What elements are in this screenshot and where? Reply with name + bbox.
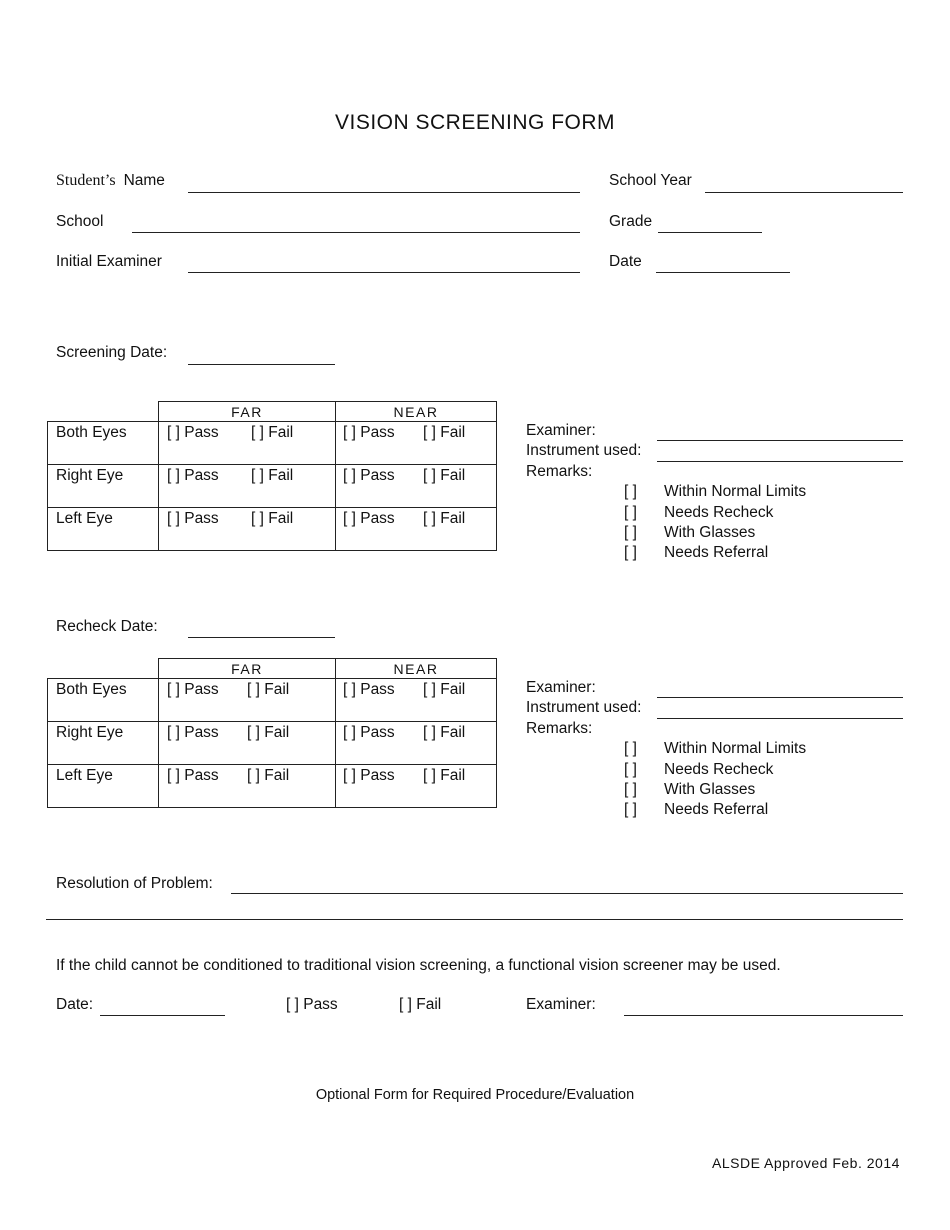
table-row-right-eye — [48, 722, 497, 765]
recheck-instrument-label: Instrument used: — [526, 699, 642, 716]
remark-checkbox[interactable]: [ ] — [624, 483, 637, 500]
remark-option-glasses[interactable] — [624, 781, 755, 799]
remark-checkbox[interactable]: [ ] — [624, 781, 637, 798]
school-field[interactable] — [132, 232, 580, 233]
remark-label: With Glasses — [664, 524, 756, 541]
far-pass-checkbox[interactable]: [ ] Pass — [167, 424, 219, 441]
table-row-right-eye — [48, 465, 497, 508]
near-fail-checkbox[interactable]: [ ] Fail — [423, 767, 466, 784]
remark-option-referral[interactable] — [624, 544, 768, 562]
remark-label: Within Normal Limits — [664, 740, 807, 757]
recheck-examiner-field[interactable] — [657, 697, 903, 698]
student-name-label-part2: Name — [123, 172, 165, 189]
far-pass-checkbox[interactable]: [ ] Pass — [167, 724, 219, 741]
near-pass-checkbox[interactable]: [ ] Pass — [343, 467, 395, 484]
near-pass-checkbox[interactable]: [ ] Pass — [343, 767, 395, 784]
resolution-field[interactable] — [231, 893, 903, 894]
remark-checkbox[interactable]: [ ] — [624, 761, 637, 778]
far-fail-checkbox[interactable]: [ ] Fail — [247, 724, 290, 741]
table-row-left-eye — [48, 508, 497, 551]
near-fail-checkbox[interactable]: [ ] Fail — [423, 424, 466, 441]
school-label: School — [56, 213, 104, 230]
remark-checkbox[interactable]: [ ] — [624, 740, 637, 757]
remark-option-glasses[interactable] — [624, 524, 755, 542]
examiner-field[interactable] — [657, 440, 903, 441]
remark-option-normal[interactable] — [624, 740, 806, 758]
functional-examiner-field[interactable] — [624, 1015, 903, 1016]
remark-label: Needs Recheck — [664, 761, 774, 778]
far-pass-checkbox[interactable]: [ ] Pass — [167, 767, 219, 784]
remark-checkbox[interactable]: [ ] — [624, 544, 637, 561]
approval-note: ALSDE Approved Feb. 2014 — [712, 1155, 900, 1171]
near-pass-checkbox[interactable]: [ ] Pass — [343, 681, 395, 698]
near-header: NEAR — [336, 659, 497, 679]
near-pass-checkbox[interactable]: [ ] Pass — [343, 510, 395, 527]
table-row-both-eyes — [48, 422, 497, 465]
functional-date-field[interactable] — [100, 1015, 225, 1016]
functional-examiner-label: Examiner: — [526, 996, 596, 1013]
near-pass-checkbox[interactable]: [ ] Pass — [343, 424, 395, 441]
remark-option-normal[interactable] — [624, 483, 806, 501]
remark-option-recheck[interactable] — [624, 504, 773, 522]
remark-checkbox[interactable]: [ ] — [624, 801, 637, 818]
grade-label: Grade — [609, 213, 653, 230]
screening-table — [47, 401, 497, 551]
near-header: NEAR — [336, 402, 497, 422]
initial-examiner-field[interactable] — [188, 272, 580, 273]
far-pass-checkbox[interactable]: [ ] Pass — [167, 510, 219, 527]
row-label-left-eye: Left Eye — [48, 765, 159, 808]
student-name-label-part1: Student’s — [56, 172, 116, 189]
remark-option-referral[interactable] — [624, 801, 768, 819]
row-label-both-eyes: Both Eyes — [48, 679, 159, 722]
table-corner — [48, 659, 159, 679]
remark-checkbox[interactable]: [ ] — [624, 524, 637, 541]
footer-note: Optional Form for Required Procedure/Evaluation — [315, 1087, 635, 1103]
resolution-label: Resolution of Problem: — [56, 875, 213, 892]
recheck-table — [47, 658, 497, 808]
row-label-left-eye: Left Eye — [48, 508, 159, 551]
school-year-label: School Year — [609, 172, 692, 189]
table-corner — [48, 402, 159, 422]
row-label-right-eye: Right Eye — [48, 465, 159, 508]
student-name-field[interactable] — [188, 192, 580, 193]
screening-date-label: Screening Date: — [56, 344, 168, 361]
recheck-remarks-label: Remarks: — [526, 720, 593, 737]
near-fail-checkbox[interactable]: [ ] Fail — [423, 510, 466, 527]
remarks-label: Remarks: — [526, 463, 593, 480]
date-field[interactable] — [656, 272, 790, 273]
grade-field[interactable] — [658, 232, 762, 233]
functional-note: If the child cannot be conditioned to traditional vision screening, a functional vision screener may be used. — [56, 957, 781, 974]
recheck-instrument-field[interactable] — [657, 718, 903, 719]
functional-fail-checkbox[interactable]: [ ] Fail — [399, 996, 442, 1013]
recheck-examiner-label: Examiner: — [526, 679, 596, 696]
remark-label: With Glasses — [664, 781, 756, 798]
resolution-field-line2[interactable] — [46, 919, 903, 920]
far-header: FAR — [159, 659, 336, 679]
far-fail-checkbox[interactable]: [ ] Fail — [251, 467, 294, 484]
recheck-date-label: Recheck Date: — [56, 618, 158, 635]
far-fail-checkbox[interactable]: [ ] Fail — [251, 424, 294, 441]
screening-date-field[interactable] — [188, 364, 335, 365]
remark-option-recheck[interactable] — [624, 761, 773, 779]
far-pass-checkbox[interactable]: [ ] Pass — [167, 681, 219, 698]
remark-label: Needs Referral — [664, 801, 769, 818]
instrument-label: Instrument used: — [526, 442, 642, 459]
row-label-right-eye: Right Eye — [48, 722, 159, 765]
page-title: VISION SCREENING FORM — [334, 111, 616, 134]
functional-pass-checkbox[interactable]: [ ] Pass — [286, 996, 338, 1013]
school-year-field[interactable] — [705, 192, 903, 193]
far-header: FAR — [159, 402, 336, 422]
table-row-both-eyes — [48, 679, 497, 722]
near-fail-checkbox[interactable]: [ ] Fail — [423, 724, 466, 741]
instrument-field[interactable] — [657, 461, 903, 462]
far-fail-checkbox[interactable]: [ ] Fail — [247, 681, 290, 698]
far-pass-checkbox[interactable]: [ ] Pass — [167, 467, 219, 484]
remark-checkbox[interactable]: [ ] — [624, 504, 637, 521]
row-label-both-eyes: Both Eyes — [48, 422, 159, 465]
functional-date-label: Date: — [56, 996, 94, 1013]
remark-label: Needs Referral — [664, 544, 769, 561]
near-fail-checkbox[interactable]: [ ] Fail — [423, 681, 466, 698]
student-name-label — [56, 172, 165, 190]
initial-examiner-label: Initial Examiner — [56, 253, 162, 270]
recheck-date-field[interactable] — [188, 637, 335, 638]
date-label: Date — [609, 253, 642, 270]
far-fail-checkbox[interactable]: [ ] Fail — [247, 767, 290, 784]
near-fail-checkbox[interactable]: [ ] Fail — [423, 467, 466, 484]
remark-label: Needs Recheck — [664, 504, 774, 521]
far-fail-checkbox[interactable]: [ ] Fail — [251, 510, 294, 527]
table-row-left-eye — [48, 765, 497, 808]
examiner-label: Examiner: — [526, 422, 596, 439]
near-pass-checkbox[interactable]: [ ] Pass — [343, 724, 395, 741]
remark-label: Within Normal Limits — [664, 483, 807, 500]
